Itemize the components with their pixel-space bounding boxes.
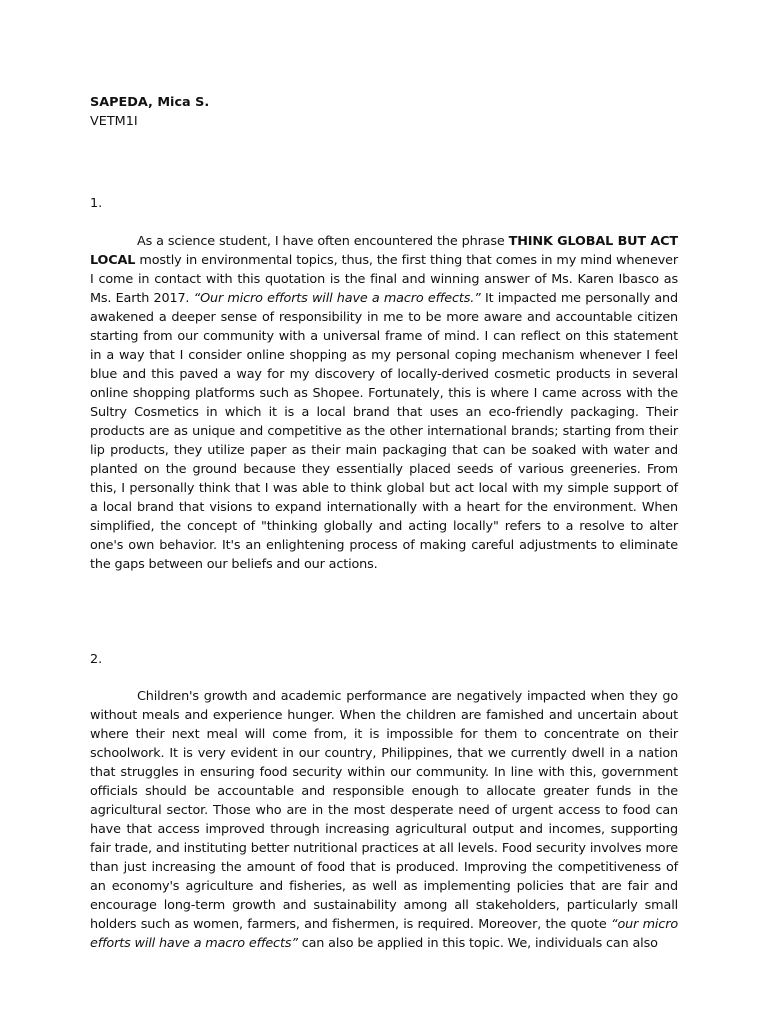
q1-bold-phrase: THINK GLOBAL BUT ACT LOCAL <box>90 234 678 268</box>
q2-text-part-1: Children's growth and academic performance are negatively impacted when they go without meals and experience hunger. When the children are famished and uncertain about where their next meal will come from, it is impossible for them to concentrate on their schoolwork. It is very evident in our country, Philippines, that we currently dwell in a nation that struggles in ensuring food security within our community. In line with this, government officials should be accountable and responsible enough to allocate greater funds in the agricultural sector. Those who are in the most desperate need of urgent access to food can have that access improved through increasing agricultural output and incomes, supporting fair trade, and instituting better nutritional practices at all levels. Food security involves more than just increasing the amount of food that is produced. Improving the competitiveness of an economy's agriculture and fisheries, as well as implementing policies that are fair and encourage long-term growth and sustainability among all stakeholders, particularly small holders such as women, farmers, and fishermen, is required. Moreover, the quote <box>90 689 678 932</box>
q1-italic-quote: “Our micro efforts will have a macro effects.” <box>193 291 481 306</box>
question-2-number: 2. <box>90 652 103 667</box>
question-1-number: 1. <box>90 196 103 211</box>
question-1-answer <box>90 232 678 574</box>
q2-text-part-2: can also be applied in this topic. We, individuals can also <box>297 936 658 951</box>
q1-text-part-3: It impacted me personally and awakened a deeper sense of responsibility in me to be more aware and accountable citizen starting from our community with a universal frame of mind. I can reflect on this statement in a way that I consider online shopping as my personal coping mechanism whenever I feel blue and this paved a way for my discovery of locally-derived cosmetic products in several online shopping platforms such as Shopee. Fortunately, this is where I came across with the Sultry Cosmetics in which it is a local brand that uses an eco-friendly packaging. Their products are as unique and competitive as the other international brands; starting from their lip products, they utilize paper as their main packaging that can be soaked with water and planted on the ground because they essentially placed seeds of various greeneries. From this, I personally think that I was able to think global but act local with my simple support of a local brand that visions to expand internationally with a heart for the environment. When simplified, the concept of "thinking globally and acting locally" refers to a resolve to alter one's own behavior. It's an enlightening process of making careful adjustments to eliminate the gaps between our beliefs and our actions. <box>90 291 678 572</box>
author-name: SAPEDA, Mica S. <box>90 95 210 110</box>
q1-text-part-2: mostly in environmental topics, thus, the first thing that comes in my mind whenever I come in contact with this quotation is the final and winning answer of Ms. Karen Ibasco as Ms. Earth 2017. <box>90 253 678 306</box>
question-2-answer <box>90 687 678 953</box>
section-code: VETM1I <box>90 114 138 129</box>
q1-text-part-1: As a science student, I have often encountered the phrase <box>137 234 509 249</box>
q2-italic-quote: “our micro efforts will have a macro effects” <box>90 917 679 951</box>
document-body <box>90 93 678 953</box>
